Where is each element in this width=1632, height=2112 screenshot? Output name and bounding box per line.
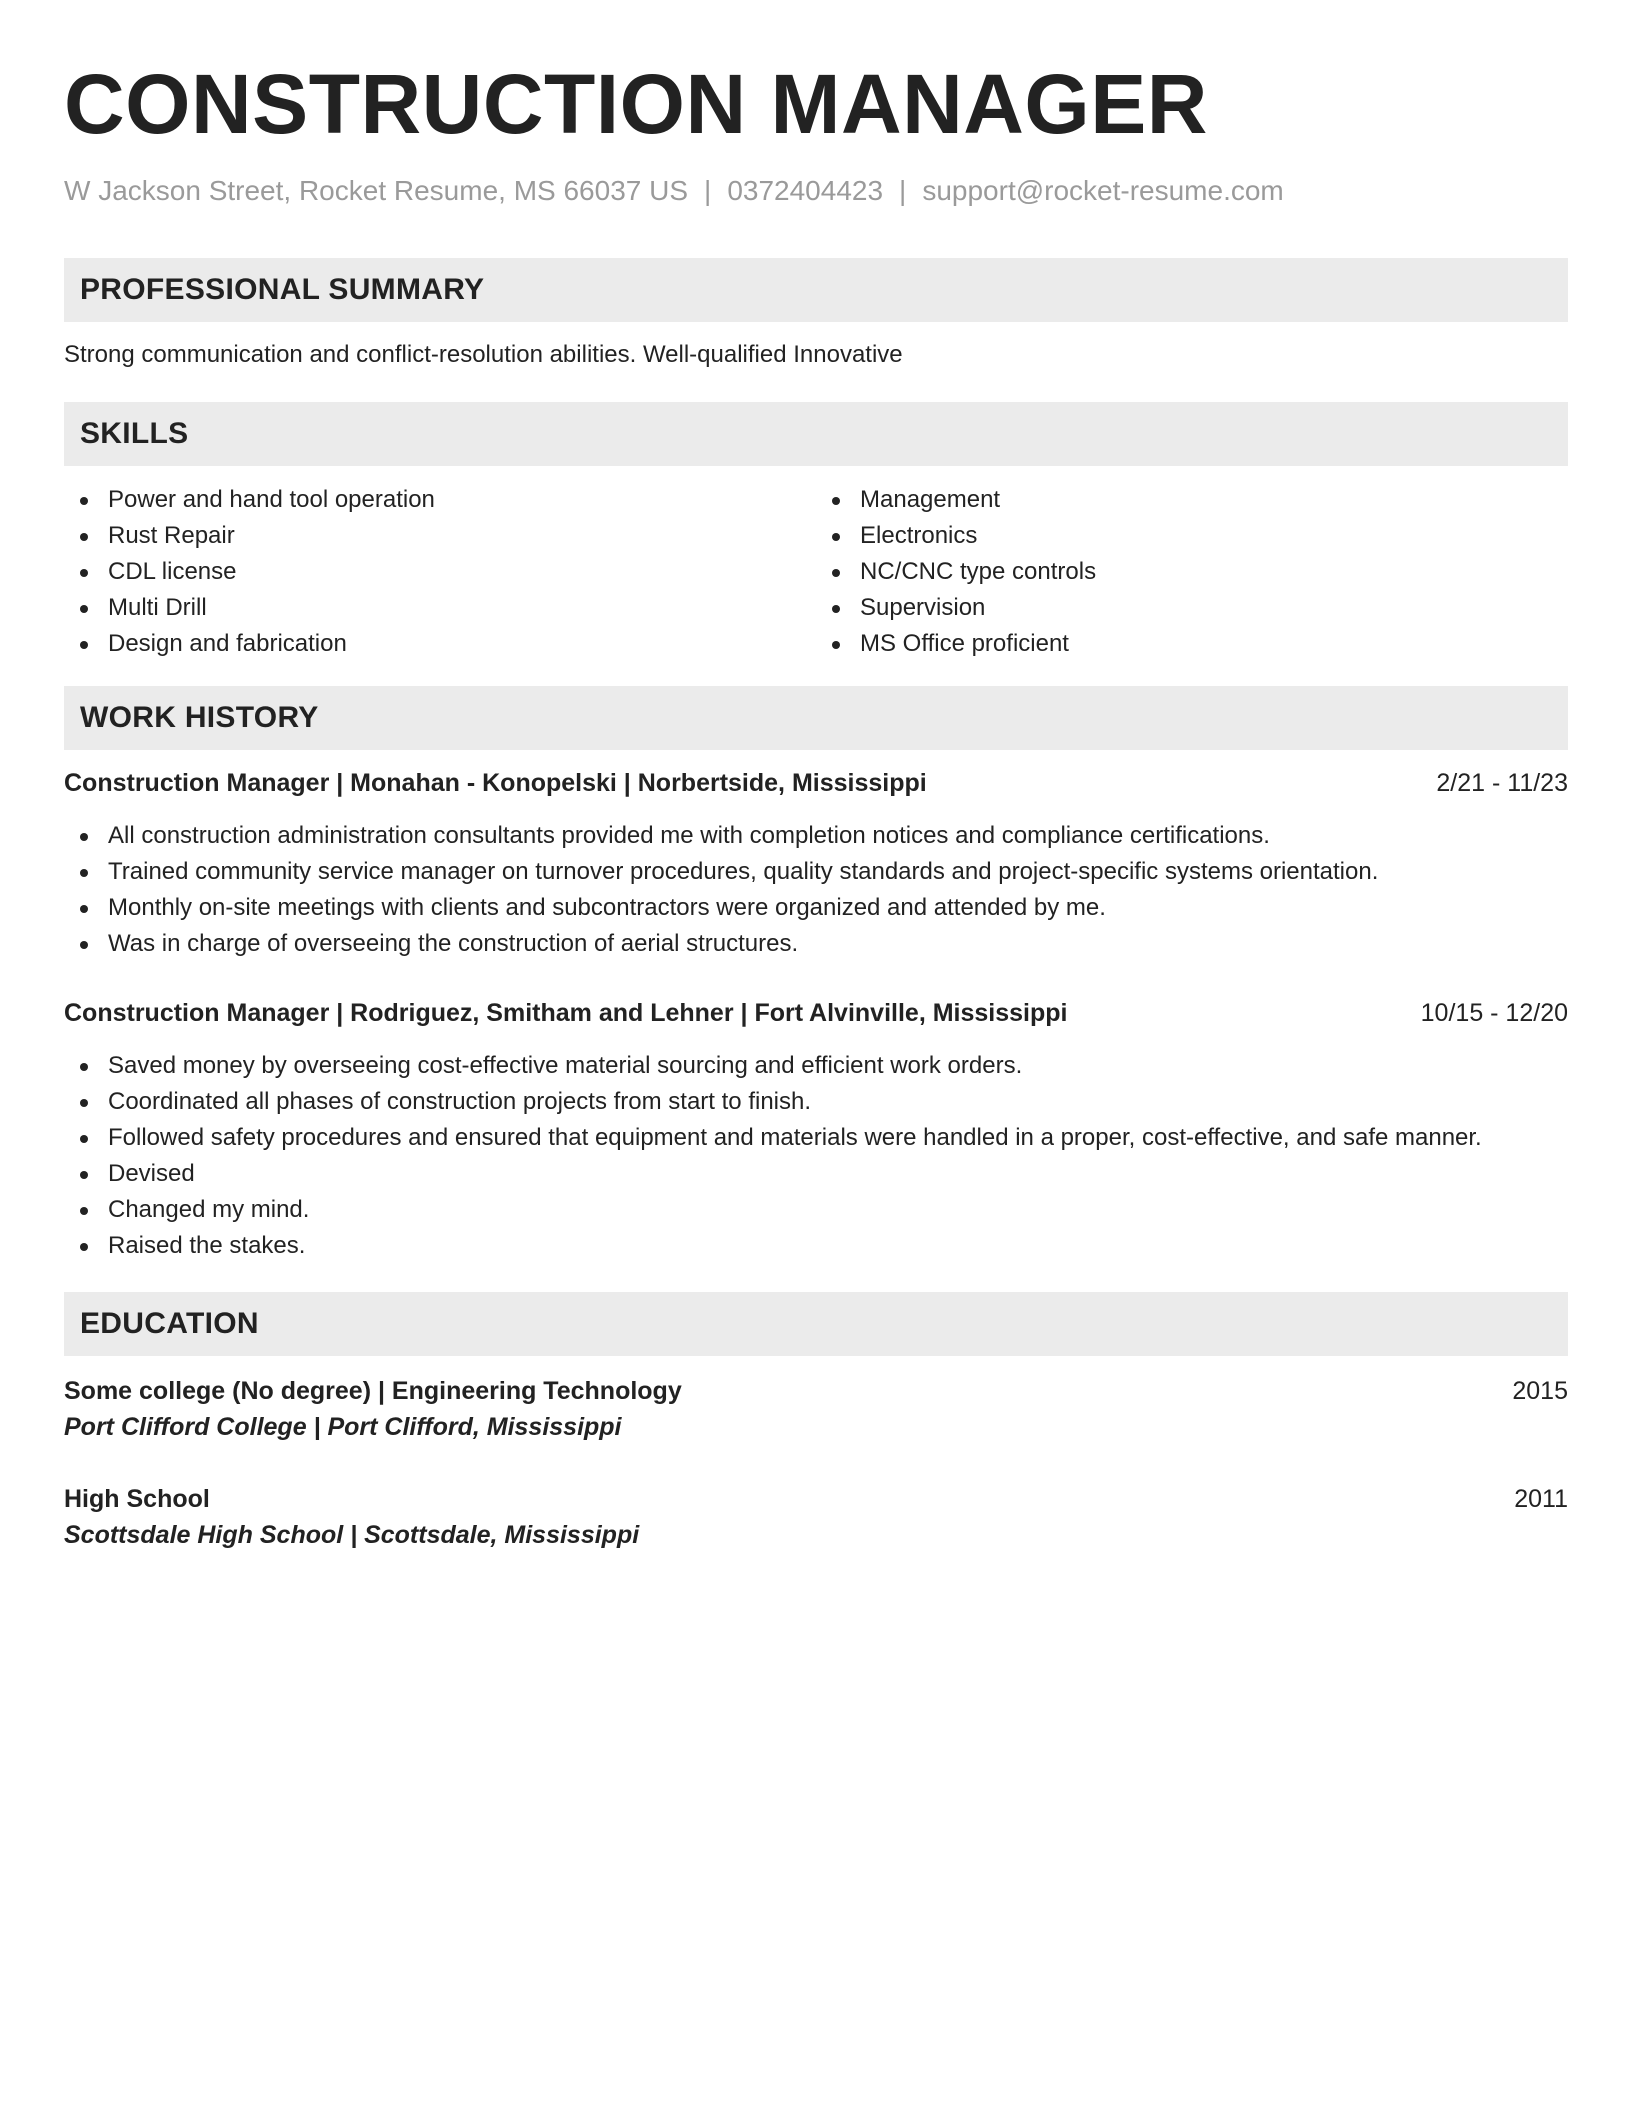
job-bullet: Trained community service manager on turnover procedures, quality standards and project-specific systems orientation. bbox=[64, 854, 1568, 890]
skill-item: Electronics bbox=[816, 518, 1568, 554]
job-dates: 10/15 - 12/20 bbox=[1420, 999, 1568, 1027]
contact-separator: | bbox=[704, 175, 712, 206]
skill-item: Rust Repair bbox=[64, 518, 816, 554]
education-school: Port Clifford College | Port Clifford, Mississippi bbox=[64, 1413, 622, 1441]
skill-item: MS Office proficient bbox=[816, 626, 1568, 662]
contact-email: support@rocket-resume.com bbox=[922, 175, 1284, 206]
education-entry bbox=[64, 1482, 1568, 1554]
job-bullets bbox=[64, 1048, 1568, 1264]
job-bullet: All construction administration consultants provided me with completion notices and compliance certifications. bbox=[64, 818, 1568, 854]
skill-item: Power and hand tool operation bbox=[64, 482, 816, 518]
summary-text: Strong communication and conflict-resolution abilities. Well-qualified Innovative bbox=[64, 341, 903, 368]
job-header bbox=[64, 766, 1568, 800]
job-bullet: Raised the stakes. bbox=[64, 1228, 1568, 1264]
education-school: Scottsdale High School | Scottsdale, Mississippi bbox=[64, 1521, 640, 1549]
skill-item: Supervision bbox=[816, 590, 1568, 626]
job-title: Construction Manager | Monahan - Konopelski | Norbertside, Mississippi bbox=[64, 769, 927, 797]
job-bullet: Was in charge of overseeing the construction of aerial structures. bbox=[64, 926, 1568, 962]
section-heading-summary: PROFESSIONAL SUMMARY bbox=[64, 258, 1568, 322]
education-header bbox=[64, 1374, 1568, 1408]
skill-item: Multi Drill bbox=[64, 590, 816, 626]
job-entry bbox=[64, 996, 1568, 1264]
contact-phone: 0372404423 bbox=[727, 175, 884, 206]
skills-column-right bbox=[816, 482, 1568, 662]
contact-line bbox=[64, 174, 1568, 208]
job-bullet: Changed my mind. bbox=[64, 1192, 1568, 1228]
contact-separator: | bbox=[899, 175, 907, 206]
contact-address: W Jackson Street, Rocket Resume, MS 66037 US bbox=[64, 175, 689, 206]
job-title: Construction Manager | Rodriguez, Smitham and Lehner | Fort Alvinville, Mississippi bbox=[64, 999, 1068, 1027]
job-header bbox=[64, 996, 1568, 1030]
skills-list bbox=[64, 482, 1568, 662]
education-degree: Some college (No degree) | Engineering Technology bbox=[64, 1377, 682, 1405]
job-bullets bbox=[64, 818, 1568, 962]
job-bullet: Saved money by overseeing cost-effective material sourcing and efficient work orders. bbox=[64, 1048, 1568, 1084]
skill-item: Management bbox=[816, 482, 1568, 518]
education-year: 2011 bbox=[1514, 1485, 1568, 1513]
job-bullet: Monthly on-site meetings with clients and subcontractors were organized and attended by me. bbox=[64, 890, 1568, 926]
education-header bbox=[64, 1482, 1568, 1516]
section-heading-work-history: WORK HISTORY bbox=[64, 686, 1568, 750]
section-heading-education: EDUCATION bbox=[64, 1292, 1568, 1356]
resume-name: CONSTRUCTION MANAGER bbox=[64, 57, 1208, 151]
education-year: 2015 bbox=[1512, 1377, 1568, 1405]
skill-item: NC/CNC type controls bbox=[816, 554, 1568, 590]
job-bullet: Devised bbox=[64, 1156, 1568, 1192]
skill-item: Design and fabrication bbox=[64, 626, 816, 662]
job-bullet: Followed safety procedures and ensured that equipment and materials were handled in a proper, cost-effective, and safe manner. bbox=[64, 1120, 1568, 1156]
education-degree: High School bbox=[64, 1485, 210, 1513]
skill-item: CDL license bbox=[64, 554, 816, 590]
section-heading-skills: SKILLS bbox=[64, 402, 1568, 466]
job-bullet: Coordinated all phases of construction projects from start to finish. bbox=[64, 1084, 1568, 1120]
skills-column-left bbox=[64, 482, 816, 662]
job-entry bbox=[64, 766, 1568, 962]
job-dates: 2/21 - 11/23 bbox=[1436, 769, 1568, 797]
education-entry bbox=[64, 1374, 1568, 1446]
